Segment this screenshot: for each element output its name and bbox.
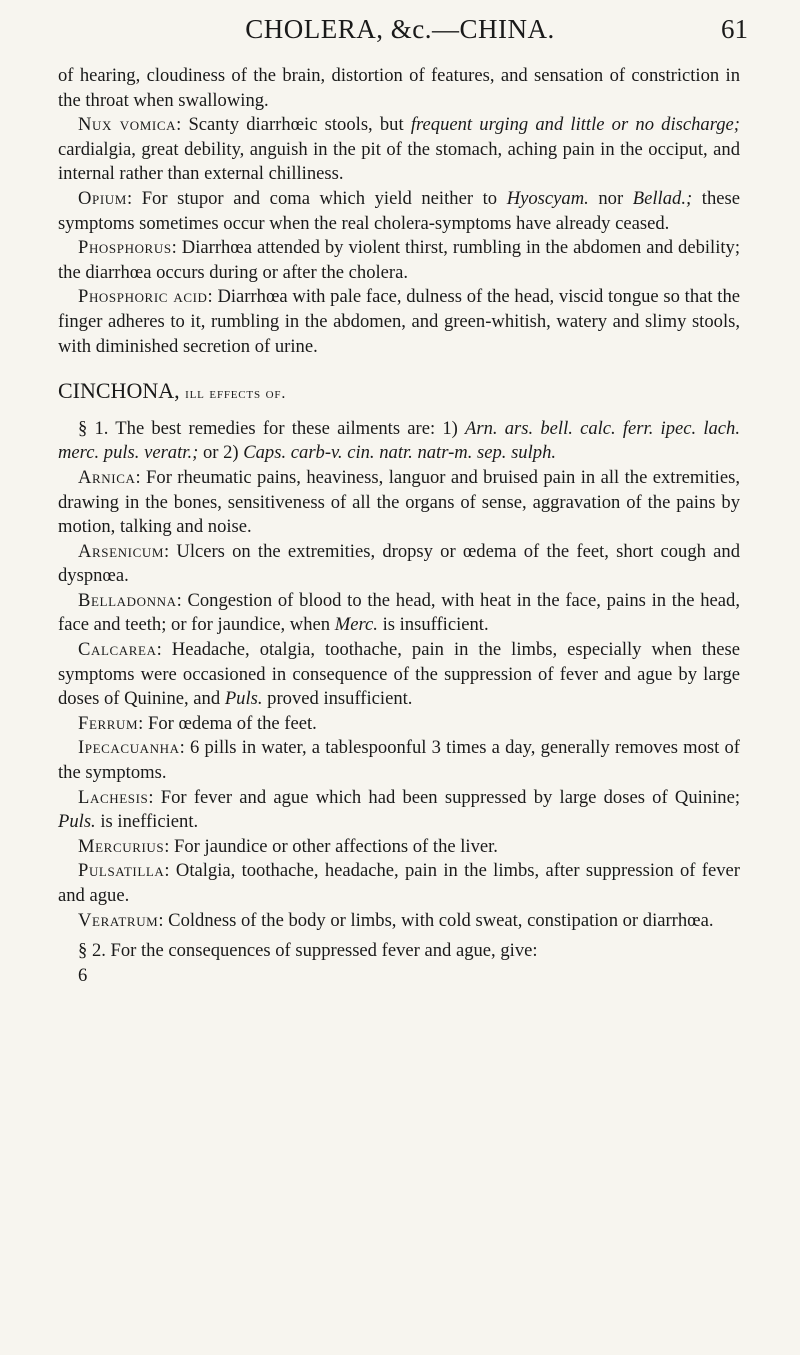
- entry-ferrum: [58, 712, 740, 737]
- section-heading: [58, 379, 740, 407]
- remedy-name: Ferrum: [78, 712, 139, 734]
- entry-text: cardialgia, great debility, anguish in the pit of the stomach, aching pain in the occiput, and internal rather than external chilliness.: [58, 138, 740, 185]
- entry-text: nor: [588, 187, 633, 209]
- section-text: or 2): [198, 442, 244, 464]
- entry-emphasis: Bellad.;: [632, 187, 693, 209]
- entry-text: : For rheumatic pains, heaviness, languor and bruised pain in all the extremities, drawing in the bones, sensitiveness of all the organs of sense, aggravation of the pains by motion, talking and noise.: [58, 466, 740, 538]
- remedy-name: Phosphoric acid: [78, 286, 208, 308]
- entry-text: proved insufficient.: [262, 688, 413, 710]
- entry-emphasis: Puls.: [58, 811, 96, 833]
- heading-sub: ill effects of.: [185, 385, 287, 403]
- entry-nux-vomica: [58, 113, 740, 187]
- running-head: [0, 6, 800, 52]
- section-2: [58, 939, 740, 964]
- section-1: [58, 417, 740, 466]
- remedy-name: Phosphorus: [78, 237, 172, 259]
- entry-veratrum: [58, 909, 740, 934]
- entry-text: : Diarrhœa with pale face, dulness of the head, viscid tongue so that the finger adheres to it, rumbling in the abdomen, and green-whitish, watery and slimy stools, with diminished secretion of urine.: [58, 286, 741, 357]
- entry-text: these symptoms sometimes occur when the real cholera-symptoms have already ceased.: [58, 187, 740, 234]
- entry-text: : 6 pills in water, a tablespoonful 3 times a day, generally removes most of the symptoms.: [58, 737, 740, 784]
- entry-text: is insufficient.: [377, 614, 489, 636]
- section-mark: § 2.: [78, 940, 106, 962]
- remedy-name: Nux vomica: [78, 114, 177, 136]
- entry-calcarea: [58, 638, 740, 712]
- remedy-name: Opium: [78, 187, 127, 209]
- entry-emphasis: Merc.: [334, 614, 378, 636]
- entry-text: : Coldness of the body or limbs, with cold sweat, constipation or diarrhœa.: [158, 909, 714, 931]
- entry-arsenicum: [58, 540, 740, 589]
- entry-belladonna: [58, 589, 740, 638]
- continuation-text: of hearing, cloudiness of the brain, distortion of features, and sensation of constriction in the throat when swallowing.: [58, 65, 740, 111]
- remedy-name: Veratrum: [78, 909, 159, 931]
- section-mark: § 1.: [78, 417, 109, 439]
- section-text: For the consequences of suppressed fever and ague, give:: [105, 940, 538, 962]
- page-number: 61: [721, 14, 748, 44]
- entry-opium: [58, 187, 740, 236]
- remedy-name: Arnica: [78, 466, 136, 488]
- entry-text: : Diarrhœa attended by violent thirst, rumbling in the abdomen and debility; the diarrhœa occurs during or after the cholera.: [58, 237, 740, 283]
- section-text: The best remedies for these ailments are: 1): [108, 417, 466, 439]
- entry-emphasis: Hyoscyam.: [506, 187, 589, 209]
- entry-text: : For stupor and coma which yield neither to: [126, 187, 507, 209]
- remedy-name: Belladonna: [78, 589, 177, 611]
- remedy-name: Calcarea: [78, 639, 157, 661]
- remedy-name: Lachesis: [78, 786, 149, 808]
- entry-ipecacuanha: [58, 736, 740, 785]
- entry-text: : Otalgia, toothache, headache, pain in the limbs, after suppression of fever and ague.: [58, 860, 740, 906]
- remedy-name: Arsenicum: [78, 540, 165, 562]
- entry-mercurius: [58, 835, 740, 860]
- body-text: [58, 64, 740, 988]
- entry-text: is inefficient.: [95, 811, 199, 833]
- entry-phosphoric-acid: [58, 285, 740, 359]
- remedy-name: Mercurius: [78, 835, 165, 857]
- section-emphasis: Caps. carb-v. cin. natr. natr-m. sep. sulph.: [243, 442, 557, 464]
- entry-text: : Scanty diarrhœic stools, but: [176, 114, 411, 136]
- entry-emphasis: Puls.: [224, 688, 263, 710]
- section-emphasis: Arn. ars. bell. calc. ferr. ipec. lach. merc. puls. veratr.;: [58, 417, 741, 464]
- entry-text: : Ulcers on the extremities, dropsy or œdema of the feet, short cough and dyspnœa.: [58, 540, 740, 587]
- entry-pulsatilla: [58, 859, 740, 908]
- signature-mark: 6: [78, 964, 88, 986]
- running-title: CHOLERA, &c.—CHINA.: [245, 14, 555, 44]
- paragraph-continuation: [58, 64, 740, 113]
- entry-text: : Headache, otalgia, toothache, pain in the limbs, especially when these symptoms were occasioned in consequence of the suppression of fever and ague by large doses of Quinine, and: [58, 639, 740, 710]
- entry-text: : For œdema of the feet.: [138, 712, 317, 734]
- heading-main: CINCHONA,: [58, 378, 180, 404]
- remedy-name: Ipecacuanha: [78, 737, 180, 759]
- entry-arnica: [58, 466, 740, 540]
- entry-text: : Congestion of blood to the head, with heat in the face, pains in the head, face and teeth; or for jaundice, when: [58, 589, 740, 636]
- entry-text: : For fever and ague which had been suppressed by large doses of Quinine;: [148, 786, 740, 808]
- entry-text: : For jaundice or other affections of the liver.: [164, 835, 498, 857]
- entry-lachesis: [58, 786, 740, 835]
- remedy-name: Pulsatilla: [78, 860, 165, 882]
- entry-emphasis: frequent urging and little or no discharge;: [410, 114, 740, 136]
- entry-phosphorus: [58, 236, 740, 285]
- printer-signature: [58, 964, 740, 989]
